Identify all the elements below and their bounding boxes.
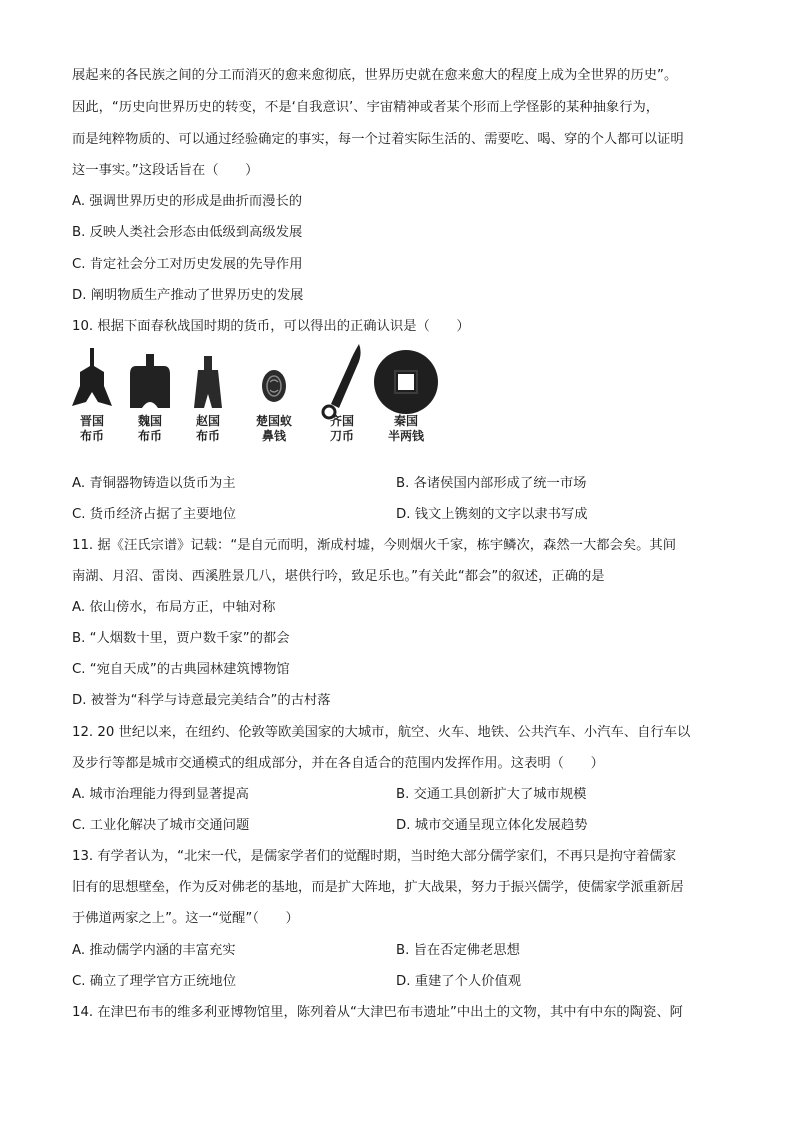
coin-caption: 刀币 [329, 429, 354, 443]
question-13-stem: 旧有的思想壁垒，作为反对佛老的基地，而是扩大阵地，扩大战果，努力于振兴儒学，使儒家学派重新居 [72, 880, 684, 895]
option-c: C. 确立了理学官方正统地位 [72, 974, 237, 989]
option-d: D. 城市交通呈现立体化发展趋势 [396, 818, 588, 833]
option-a: A. 推动儒学内涵的丰富充实 [72, 943, 236, 958]
option-a: A. 青铜器物铸造以货币为主 [72, 476, 236, 491]
coin-wei [120, 346, 180, 444]
option-b: B. 旨在否定佛老思想 [396, 943, 520, 958]
coin-qi [312, 346, 372, 444]
option-d: D. 被誉为“科学与诗意最完美结合”的古村落 [72, 693, 331, 708]
coin-caption: 楚国蚁 [255, 414, 292, 428]
option-b: B. 交通工具创新扩大了城市规模 [396, 787, 587, 802]
question-13-stem: 13. 有学者认为，“北宋一代，是儒家学者们的觉醒时期，当时绝大部分儒学家们，不再只是拘守着儒家 [72, 849, 677, 864]
coin-caption: 齐国 [329, 414, 354, 428]
coin-caption: 布币 [79, 429, 104, 443]
spade-coin-icon [70, 346, 114, 414]
coin-caption: 晋国 [79, 414, 104, 428]
spade-coin-icon [186, 346, 230, 414]
option-c: C. 肯定社会分工对历史发展的先导作用 [72, 257, 303, 272]
option-c: C. 工业化解决了城市交通问题 [72, 818, 250, 833]
option-c: C. “宛自天成”的古典园林建筑博物馆 [72, 662, 290, 677]
option-b: B. 反映人类社会形态由低级到高级发展 [72, 225, 303, 240]
passage-line: 这一事实。”这段话旨在（ ） [72, 163, 259, 178]
passage-line: 而是纯粹物质的、可以通过经验确定的事实，每一个过着实际生活的、需要吃、喝、穿的个人都可以证明 [72, 132, 684, 147]
coin-caption: 鼻钱 [261, 429, 286, 443]
option-a: A. 强调世界历史的形成是曲折而漫长的 [72, 194, 303, 209]
option-a: A. 依山傍水，布局方正，中轴对称 [72, 600, 276, 615]
option-a: A. 城市治理能力得到显著提高 [72, 787, 249, 802]
coin-jin [62, 346, 122, 444]
question-12-stem: 12. 20 世纪以来，在纽约、伦敦等欧美国家的大城市，航空、火车、地铁、公共汽车、小汽车、自行车以 [72, 725, 691, 740]
coin-caption: 半两钱 [387, 429, 424, 443]
spade-coin-icon [128, 346, 172, 414]
option-b: B. “人烟数十里，贾户数千家”的都会 [72, 631, 290, 646]
ant-nose-coin-icon [252, 346, 296, 414]
knife-coin-icon [315, 342, 369, 422]
coin-qin [376, 346, 436, 444]
question-10-stem: 10. 根据下面春秋战国时期的货币，可以得出的正确认识是（ ） [72, 319, 470, 334]
question-13-stem: 于佛道两家之上”。这一“觉醒”（ ） [72, 911, 299, 926]
round-coin-icon [370, 346, 442, 414]
coin-caption: 秦国 [393, 414, 418, 428]
coin-figure [68, 346, 448, 458]
coin-caption: 赵国 [195, 414, 220, 428]
option-d: D. 钱文上镌刻的文字以隶书写成 [396, 507, 588, 522]
coin-caption: 布币 [137, 429, 162, 443]
option-b: B. 各诸侯国内部形成了统一市场 [396, 476, 587, 491]
question-11-stem: 南湖、月沼、雷岗、西溪胜景几八，堪供行吟，致足乐也。”有关此“都会”的叙述，正确的是 [72, 569, 605, 584]
passage-line: 展起来的各民族之间的分工而消灭的愈来愈彻底，世界历史就在愈来愈大的程度上成为全世界的历史”。 [72, 68, 678, 83]
coin-chu [244, 346, 304, 444]
question-14-stem: 14. 在津巴布韦的维多利亚博物馆里，陈列着从“大津巴布韦遗址”中出土的文物，其中有中东的陶瓷、阿 [72, 1005, 683, 1020]
option-d: D. 重建了个人价值观 [396, 974, 522, 989]
passage-line: 因此，“历史向世界历史的转变，不是‘自我意识’、宇宙精神或者某个形而上学怪影的某种抽象行为， [72, 100, 660, 115]
question-11-stem: 11. 据《汪氏宗谱》记载：“是自元而明，渐成村墟，今则烟火千家，栋宇鳞次，森然一大都会矣。其间 [72, 538, 677, 553]
option-c: C. 货币经济占据了主要地位 [72, 507, 237, 522]
coin-caption: 魏国 [137, 414, 162, 428]
coin-caption: 布币 [195, 429, 220, 443]
coin-zhao [178, 346, 238, 444]
option-d: D. 阐明物质生产推动了世界历史的发展 [72, 288, 304, 303]
question-12-stem: 及步行等都是城市交通模式的组成部分，并在各自适合的范围内发挥作用。这表明（ ） [72, 756, 604, 771]
